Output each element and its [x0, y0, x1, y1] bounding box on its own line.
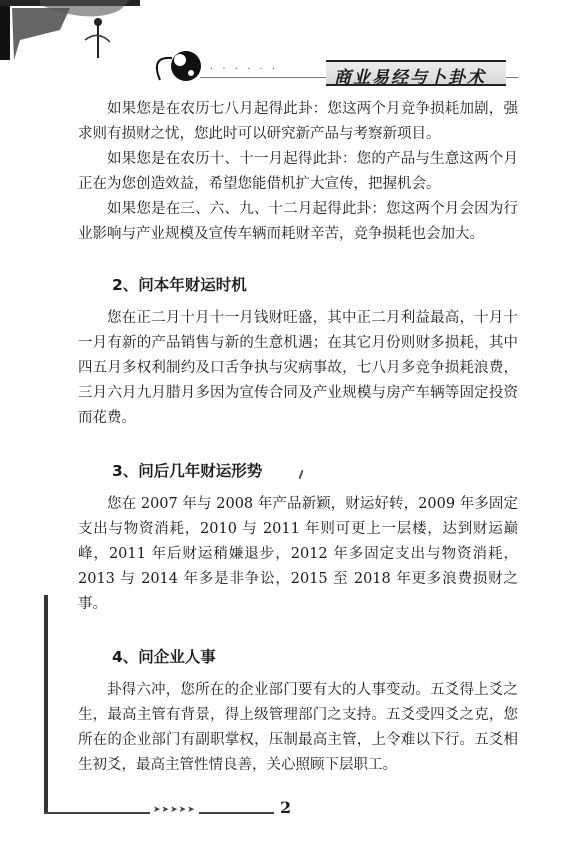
- intro-paragraph-3: 如果您是在三、六、九、十二月起得此卦：您这两个月会因为行业影响与产业规模及宣传车辆而耗财辛苦，竞争损耗也会加大。: [78, 201, 518, 242]
- page-body: [78, 97, 518, 778]
- ink-ornament-icon: [0, 0, 210, 100]
- intro-paragraph-1: 如果您是在农历七八月起得此卦：您这两个月竞争损耗加剧，强求则有损财之忧，您此时可以研究新产品与考察新项目。: [78, 101, 518, 142]
- section-4-paragraph: 卦得六冲，您所在的企业部门要有大的人事变动。五爻得上爻之生，最高主管有背景，得上级管理部门之支持。五爻受四爻之克，您所在的企业部门有副职掌权，压制最高主管，上令难以下行。五爻相生初爻，最高主管性情良善，关心照顾下层职工。: [78, 682, 518, 773]
- intro-paragraph-2: 如果您是在农历十、十一月起得此卦：您的产品与生意这两个月正在为您创造效益，希望您能借机扩大宣传，把握机会。: [78, 151, 518, 192]
- footer-arrows-icon: ➤➤➤➤➤: [150, 805, 199, 815]
- section-heading-4: 4、问企业人事: [112, 648, 216, 666]
- header-dots: · · · · · ·: [210, 64, 278, 75]
- section-heading-3: 3、问后几年财运形势: [112, 462, 263, 480]
- section-heading-2: 2、问本年财运时机: [112, 276, 247, 294]
- section-2-paragraph: 您在正二月十月十一月钱财旺盛，其中正二月利益最高，十月十一月有新的产品销售与新的生意机遇；在其它月份则财多损耗，其中四五月多权利制约及口舌争执与灾病事故，七八月多竞争损耗浪费，三月六月九月腊月多因为宣传合同及产业规模与房产车辆等固定投资而花费。: [78, 310, 518, 426]
- left-margin-bar: [44, 595, 48, 813]
- page-header: [0, 0, 576, 100]
- page-number: 2: [280, 798, 292, 817]
- section-3-paragraph: 您在 2007 年与 2008 年产品新颖，财运好转，2009 年多固定支出与物资消耗，2010 与 2011 年则可更上一层楼，达到财运巅峰，2011 年后财运稍嫌退步，2012 年多固定支出与物资消耗，2013 与 2014 年多是非争讼，2015 至 2018 年更多浪费损财之事。: [78, 496, 518, 612]
- book-title: 商业易经与卜卦术: [326, 60, 506, 86]
